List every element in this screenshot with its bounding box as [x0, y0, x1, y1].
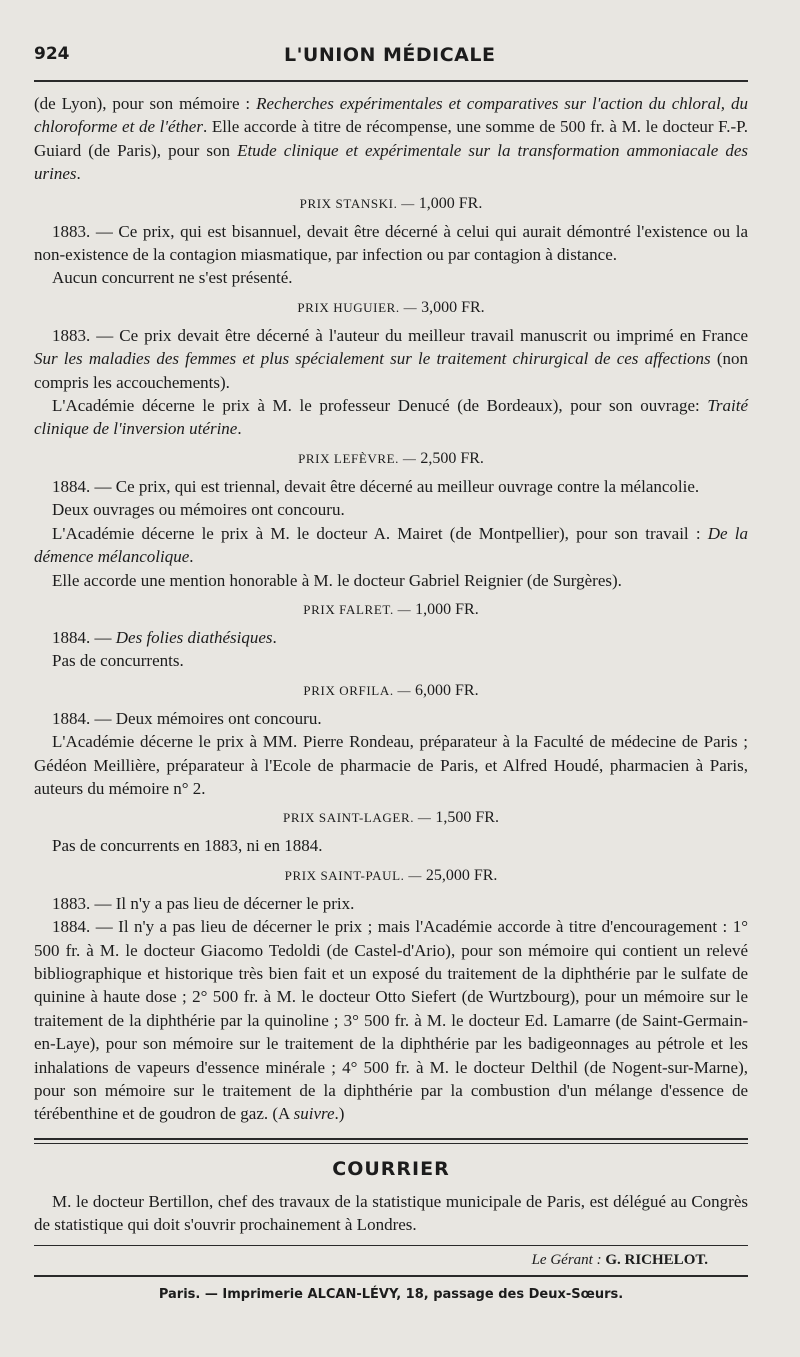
page-number: 924 — [34, 44, 70, 64]
gerant-signature — [34, 1245, 748, 1269]
paragraph: Aucun concurrent ne s'est présenté. — [52, 268, 293, 288]
paragraph: Pas de concurrents en 1883, ni en 1884. — [52, 836, 323, 856]
paragraph: L'Académie décerne le prix à MM. Pierre Rondeau, préparateur à la Faculté de médecine de Paris ; Gédéon Meillière, préparateur à l'Ecole de pharmacie de Paris, et Alfred Houdé, pharmacien à Paris, auteurs du mémoire n° 2. — [34, 732, 748, 798]
prize-name: PRIX FALRET. — [303, 601, 394, 617]
prize-heading: PRIX FALRET. — 1,000 FR. — [303, 600, 479, 618]
prize-amount: 1,000 FR. — [415, 600, 479, 618]
prize-amount: 1,000 FR. — [418, 194, 483, 212]
courrier-section — [34, 1190, 748, 1237]
paragraph: 1883. — Il n'y a pas lieu de décerner le prix. — [52, 893, 355, 913]
journal-title: L'UNION MÉDICALE — [284, 44, 496, 66]
paragraph: 1883. — Ce prix, qui est bisannuel, devait être décerné à celui qui aurait démontré l'existence ou la non-existence de la contagion miasmatique, par infection ou par contagion à distance. — [34, 221, 748, 265]
prize-heading: PRIX SAINT-PAUL. — 25,000 FR. — [284, 866, 498, 884]
gerant-label: Le Gérant : — [531, 1251, 602, 1268]
paragraph: 1883. — Ce prix devait être décerné à l'auteur du meilleur travail manuscrit ou imprimé en France Sur les maladies des femmes et plus spécialement sur le traitement chirurgical de ces affections (non compris les accouchements). — [34, 325, 748, 392]
prize-name: PRIX STANSKI. — [299, 195, 398, 211]
section-divider — [34, 1138, 748, 1144]
page-header — [34, 44, 748, 76]
courrier-heading: COURRIER — [332, 1157, 450, 1180]
prize-name: PRIX LEFÈVRE. — [298, 450, 400, 466]
prize-heading: PRIX SAINT-LAGER. — 1,500 FR. — [283, 809, 499, 827]
paragraph: Pas de concurrents. — [52, 651, 184, 671]
prize-heading: PRIX LEFÈVRE. — 2,500 FR. — [298, 449, 484, 467]
prize-heading: PRIX ORFILA. — 6,000 FR. — [303, 681, 479, 699]
prize-name: PRIX ORFILA. — [303, 682, 394, 698]
prize-amount: 1,500 FR. — [435, 809, 499, 827]
printer-imprint: Paris. — Imprimerie ALCAN-LÉVY, 18, passage des Deux-Sœurs. — [158, 1286, 624, 1302]
paragraph: L'Académie décerne le prix à M. le professeur Denucé (de Bordeaux), pour son ouvrage: Traité clinique de l'inversion utérine. — [34, 396, 748, 439]
paragraph: L'Académie décerne le prix à M. le docteur A. Mairet (de Montpellier), pour son travail : De la démence mélancolique. — [34, 523, 748, 567]
footer-rule — [34, 1275, 748, 1277]
prize-name: PRIX SAINT-PAUL. — [284, 867, 405, 883]
header-rule — [34, 80, 748, 82]
paragraph: (de Lyon), pour son mémoire : Recherches expérimentales et comparatives sur l'action du chloral, du chloroforme et de l'éther. Elle accorde à titre de récompense, une somme de 500 fr. à M. le docteur F.-P. Guiard (de Paris), pour son Etude clinique et expérimentale sur la transformation ammoniacale des urines. — [34, 94, 748, 184]
prize-amount: 25,000 FR. — [425, 866, 498, 884]
paragraph: 1884. — Des folies diathésiques. — [52, 627, 277, 647]
prize-heading: PRIX HUGUIER. — 3,000 FR. — [297, 298, 485, 316]
prize-heading: PRIX STANSKI. — 1,000 FR. — [299, 194, 483, 212]
prize-amount: 6,000 FR. — [415, 681, 479, 699]
paragraph: 1884. — Deux mémoires ont concouru. — [52, 708, 322, 728]
prize-name: PRIX SAINT-LAGER. — [283, 810, 415, 826]
article-body — [34, 92, 748, 1126]
prize-amount: 2,500 FR. — [420, 449, 484, 467]
paragraph: 1884. — Il n'y a pas lieu de décerner le prix ; mais l'Académie accorde à titre d'encouragement : 1° 500 fr. à M. le docteur Giacomo Tedoldi (de Castel-d'Ario), pour son mémoire qui contient un relevé bibliographique et historique très bien fait et un exposé du traitement de la diphthérie par le sulfate de quinine à haute dose ; 2° 500 fr. à M. le docteur Otto Siefert (de Wurtzbourg), pour un mémoire sur le traitement de la diphthérie par la quinoline ; 3° 500 fr. à M. le docteur Ed. Lamarre (de Saint-Germain-en-Laye), pour son mémoire sur le traitement de la diphthérie par les badigeonnages au pétrole et les inhalations de vapeurs d'essence minérale ; 4° 500 fr. à M. le docteur Delthil (de Nogent-sur-Marne), pour son mémoire sur le traitement de la diphthérie par la combustion d'un mélange d'essence de térébenthine et de goudron de gaz. (A suivre.) — [34, 917, 748, 1124]
gerant-name: G. RICHELOT. — [605, 1251, 708, 1268]
prize-name: PRIX HUGUIER. — [297, 299, 400, 315]
prize-amount: 3,000 FR. — [421, 298, 485, 316]
paragraph: Elle accorde une mention honorable à M. le docteur Gabriel Reignier (de Surgères). — [52, 570, 622, 590]
paragraph: Deux ouvrages ou mémoires ont concouru. — [52, 500, 345, 520]
paragraph: 1884. — Ce prix, qui est triennal, devait être décerné au meilleur ouvrage contre la mélancolie. — [52, 476, 700, 496]
courrier-text: M. le docteur Bertillon, chef des travaux de la statistique municipale de Paris, est délégué au Congrès de statistique qui doit s'ouvrir prochainement à Londres. — [34, 1191, 748, 1235]
